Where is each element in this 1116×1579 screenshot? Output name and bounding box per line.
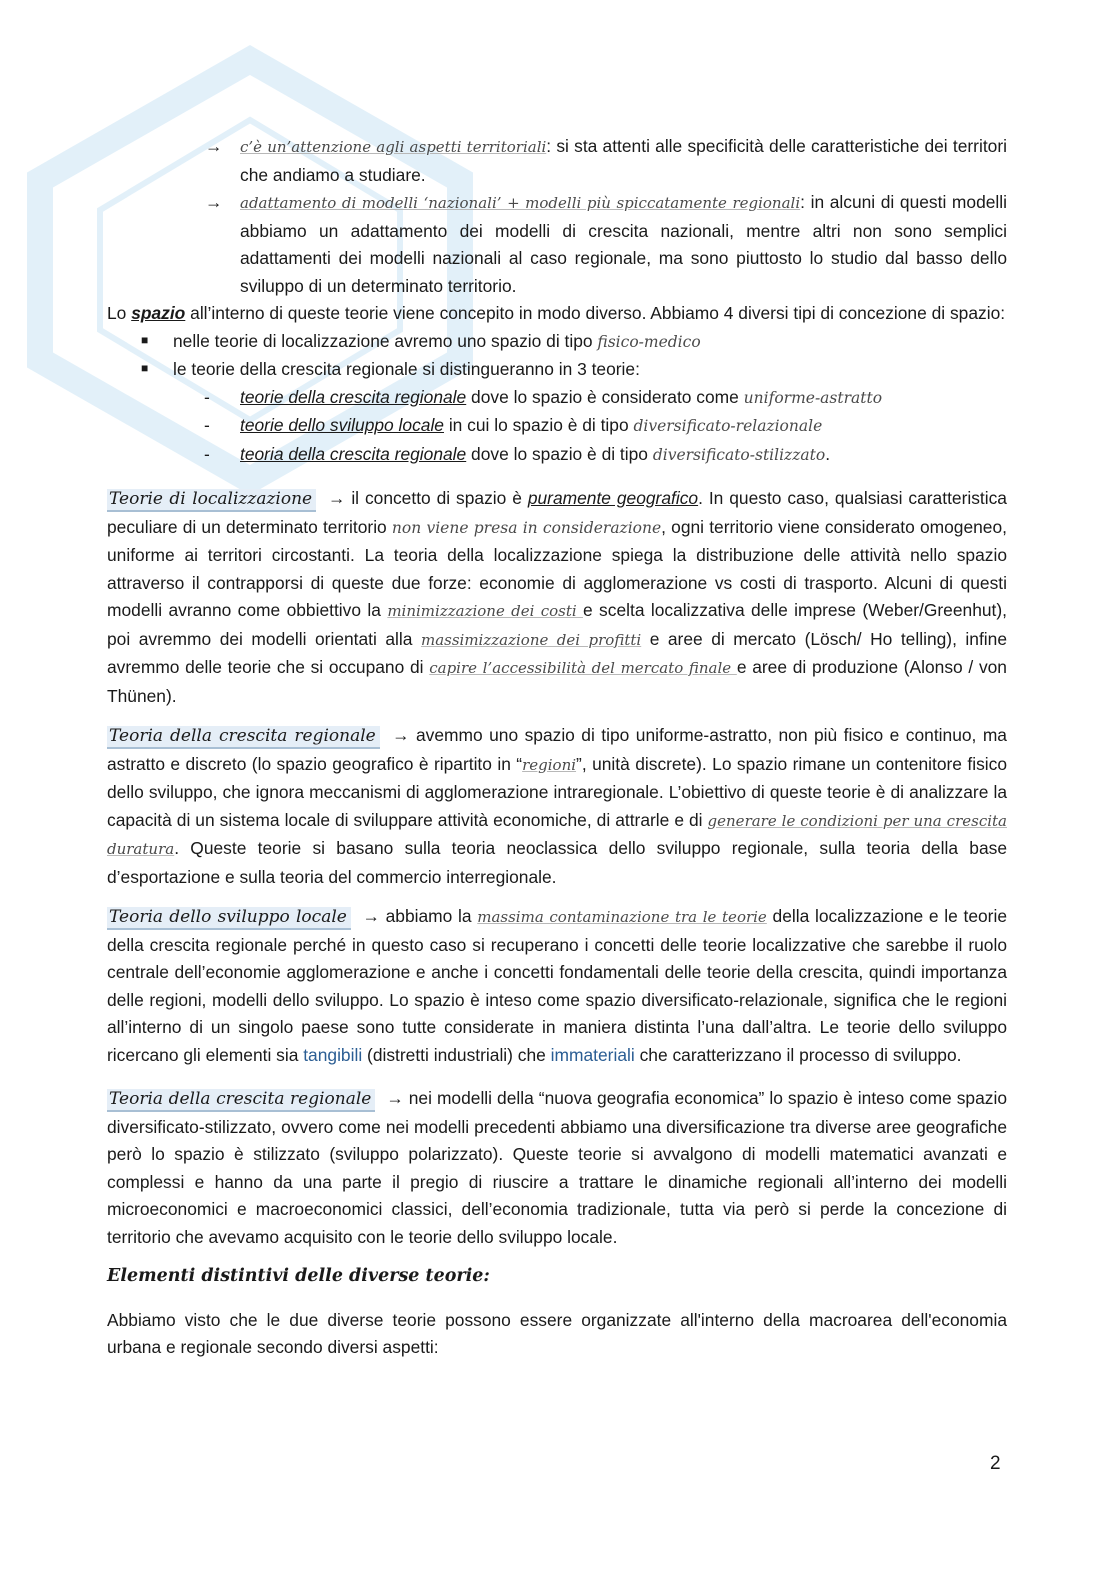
section-title: Teorie di localizzazione [107, 489, 316, 512]
dash-item: - teorie dello sviluppo locale in cui lo spazio è di tipo diversificato-relazionale [204, 415, 823, 435]
elementi-heading: Elementi distintivi delle diverse teorie: [107, 1266, 490, 1286]
section-title: Teoria della crescita regionale [107, 1089, 375, 1112]
section-title: Teoria della crescita regionale [107, 726, 380, 749]
arrow-right-icon: → [205, 192, 223, 212]
square-bullet-icon: ■ [141, 361, 149, 375]
dash-item: - teorie della crescita regionale dove lo spazio è considerato come uniforme-astratto [204, 386, 883, 407]
section-crescita-regionale: Teoria della crescita regionale → avemmo uno spazio di tipo uniforme-astratto, non più fisico e continuo, ma astratto e discreto (lo spazio geografico è ripartito in “regioni”, unità discrete). Lo spazio rimane un contenitore fisico dello sviluppo, che ignora meccanismi di agglomerazione intraregionale. L’obiettivo di queste teorie è di analizzare la capacità di un sistema locale di sviluppare attività economiche, di attrarle e di generare le condizioni per una crescita duratura. Queste teorie si basano sulla teoria neoclassica dello sviluppo regionale, sulla teoria della base d’esportazione e sulla teoria del commercio interregionale. [107, 725, 1007, 887]
section-localizzazione: Teorie di localizzazione → il concetto di spazio è puramente geografico. In questo caso, qualsiasi caratteristica peculiare di un determinato territorio non viene presa in considerazione, ogni territorio viene considerato omogeneo, uniforme ai territori circostanti. La teoria della localizzazione spiega la distribuzione delle attività nello spazio attraverso il contrapporsi di queste due forze: economie di agglomerazione vs costi di trasporto. Alcuni di questi modelli avranno come obbiettivo la minimizzazione dei costi e scelta localizzativa delle imprese (Weber/Greenhut), poi avremmo dei modelli orientati alla massimizzazione dei profitti e aree di mercato (Lösch/ Ho telling), infine avremmo delle teorie che si occupano di capire l’accessibilità del mercato finale e aree di produzione (Alonso / von Thünen). [107, 488, 1007, 706]
spazio-paragraph: Lo spazio all’interno di queste teorie viene concepito in modo diverso. Abbiamo 4 diversi tipi di concezione di spazio: [107, 303, 1006, 323]
section-title: Teoria dello sviluppo locale [107, 907, 351, 930]
closing-paragraph: Abbiamo visto che le due diverse teorie possono essere organizzate all'interno della macroarea dell'economia urbana e regionale secondo diversi aspetti: [107, 1309, 1007, 1357]
arrow-item: → c’è un’attenzione agli aspetti territoriali: si sta attenti alle specificità delle caratteristiche dei territori che andiamo a studiare. [107, 133, 1007, 189]
arrow-item: → adattamento di modelli ‘nazionali’ + modelli più spiccatamente regionali: in alcuni di questi modelli abbiamo un adattamento dei modelli di crescita nazionali, mentre altri non sono semplici adattamenti dei modelli nazionali al caso regionale, ma sono piuttosto lo studio dal basso dello sviluppo di un determinato territorio. [107, 189, 1007, 300]
page-content [107, 133, 1007, 1362]
section-crescita-regionale-2: Teoria della crescita regionale → nei modelli della “nuova geografia economica” lo spazio è inteso come spazio diversificato-stilizzato, ovvero come nei modelli precedenti abbiamo una diversificazione tra diverse aree geografiche però lo spazio è stilizzato (sviluppo polarizzato). Queste teorie si avvalgono di modelli matematici avanzati e complessi e hanno da una parte il pregio di riuscire a trattare le dinamiche regionali all’interno dei modelli microeconomici e macroeconomici classici, dell’economia tradizionale, tutta via però si perde la concezione di territorio che avevamo acquisito con le teorie dello sviluppo locale. [107, 1088, 1007, 1247]
dash-item: - teoria della crescita regionale dove lo spazio è di tipo diversificato-stilizzato. [204, 443, 831, 464]
page-number: 2 [990, 1453, 1001, 1474]
arrow-right-icon: → [205, 136, 223, 156]
square-bullet-icon: ■ [141, 332, 149, 347]
bullet-item: ■ le teorie della crescita regionale si distingueranno in 3 teorie: [107, 356, 1007, 384]
section-sviluppo-locale: Teoria dello sviluppo locale → abbiamo la massima contaminazione tra le teorie della localizzazione e le teorie della crescita regionale perché in questo caso si recuperano i concetti delle teorie localizzative che sarebbe il ruolo centrale dell’economie agglomerazione e anche i concetti fondamentali delle teorie della crescita, quindi importanza delle regioni, modelli dello sviluppo. Lo spazio è inteso come spazio diversificato-relazionale, significa che le regioni all’interno di un singolo paese sono tutte considerate in maniera distinta l’una dall’altra. Le teorie dello sviluppo ricercano gli elementi sia tangibili (distretti industriali) che immateriali che caratterizzano il processo di sviluppo. [107, 906, 1007, 1065]
bullet-item: ■ nelle teorie di localizzazione avremo uno spazio di tipo fisico-medico [107, 328, 1007, 357]
